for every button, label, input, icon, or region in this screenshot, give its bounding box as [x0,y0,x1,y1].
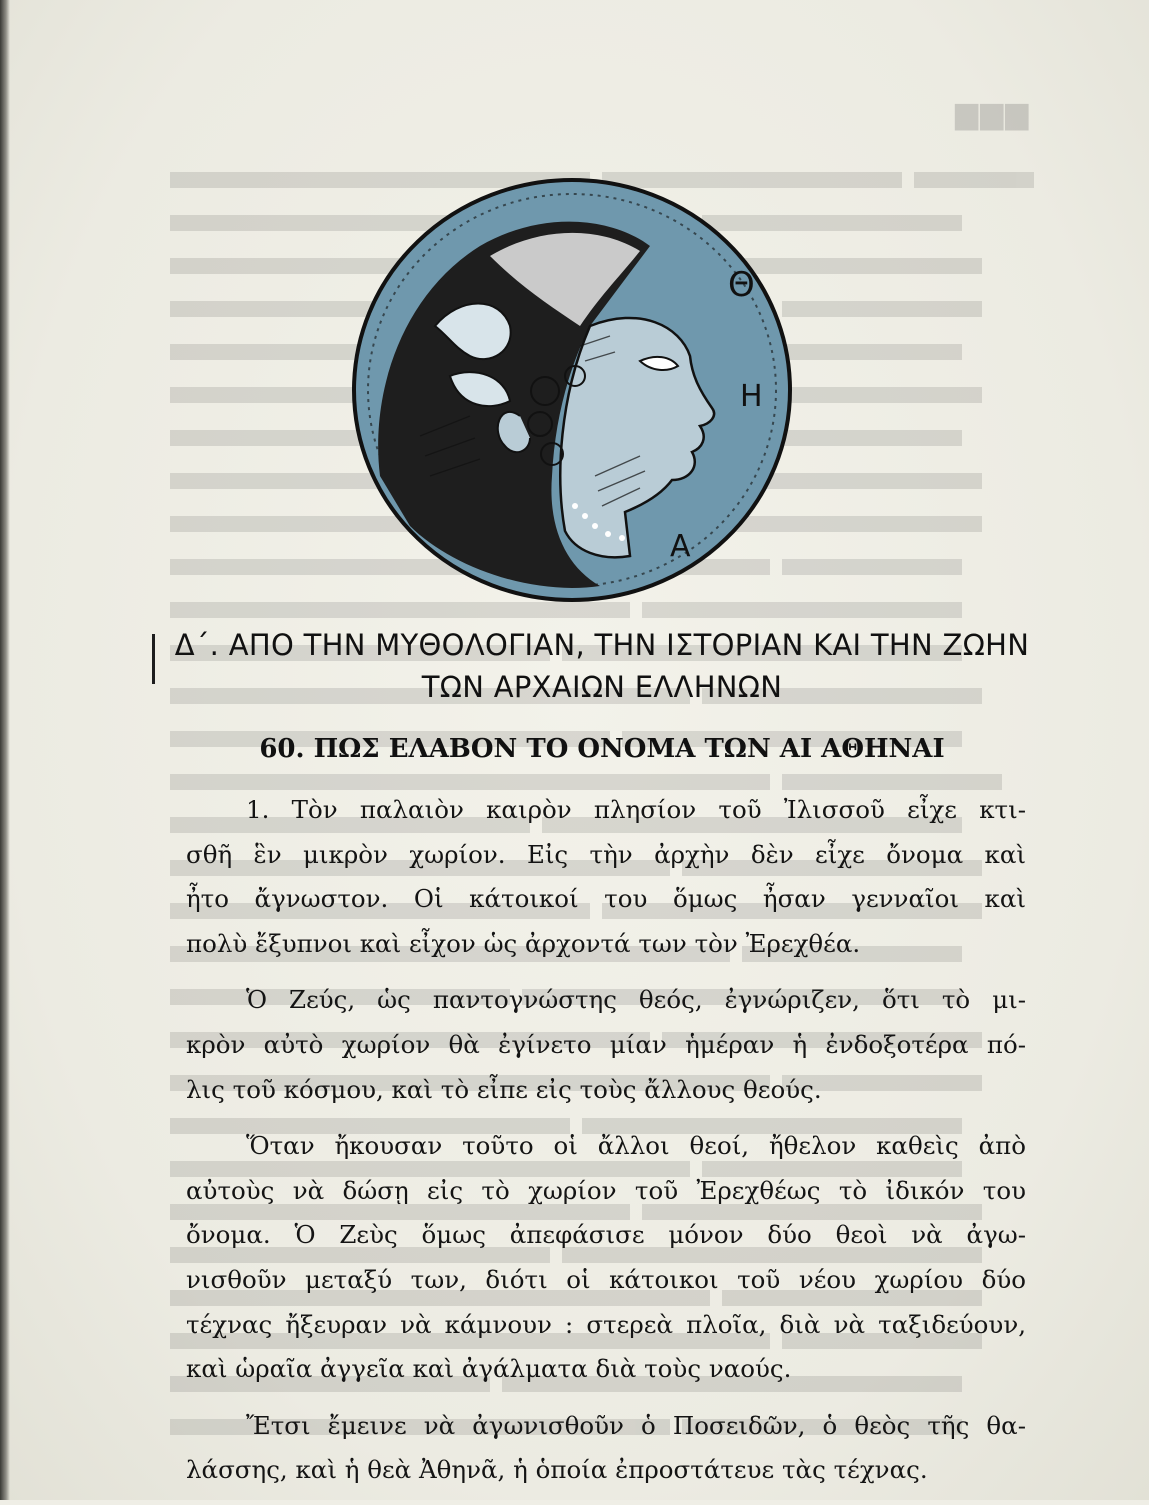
margin-mark [152,634,155,684]
text-line: ἦτο ἄγνωστον. Οἱ κάτοικοί του ὅμως ἦσαν γενναῖοι καὶ [186,884,1026,914]
section-title [172,624,1032,708]
text-line: τέχνας ἤξευραν νὰ κάμνουν : στερεὰ πλοῖα, διὰ νὰ ταξιδεύουν, [186,1309,1026,1339]
text-line: Ἔτσι ἔμεινε νὰ ἀγωνισθοῦν ὁ Ποσειδῶν, ὁ θεὸς τῆς θα- [246,1410,1026,1440]
text-line: λάσσης, καὶ ἡ θεὰ Ἀθηνᾶ, ἡ ὁποία ἐπροστάτευε τὰς τέχνας. [186,1455,928,1485]
text-line: Ὅταν ἤκουσαν τοῦτο οἱ ἄλλοι θεοί, ἤθελον καθεὶς ἀπὸ [246,1131,1026,1161]
paragraph [186,1404,1026,1493]
text-line: λις τοῦ κόσμου, καὶ τὸ εἶπε εἰς τοὺς ἄλλους θεούς. [186,1074,822,1104]
text-line: κρὸν αὐτὸ χωρίον θὰ ἐγίνετο μίαν ἡμέραν ἡ ἐνδοξοτέρα πό- [186,1029,1026,1059]
bleed-bar [782,301,982,317]
bleed-bar [914,172,1034,188]
lesson-body [186,788,1026,1505]
text-line: αὐτοὺς νὰ δώσῃ εἰς τὸ χωρίον τοῦ Ἐρεχθέως τὸ ἰδικόν του [186,1175,1026,1205]
athena-coin-illustration [340,176,810,606]
paragraph [186,978,1026,1112]
text-line: πολὺ ἔξυπνοι καὶ εἶχον ὡς ἀρχοντά των τὸν Ἐρεχθέα. [186,928,861,958]
text-line: σθῆ ἓν μικρὸν χωρίον. Εἰς τὴν ἀρχὴν δὲν εἶχε ὄνομα καὶ [186,839,1026,869]
paragraph [186,788,1026,966]
lesson-title: 60. ΠΩΣ ΕΛΑΒΟΝ ΤΟ ΟΝΟΜΑ ΤΩΝ ΑΙ ΑΘΗΝΑΙ [259,734,945,764]
bleed-through-page-number: ▆▆▆ [955,96,1031,131]
coin-letter-1: Θ [728,265,755,305]
text-line: 1. Τὸν παλαιὸν καιρὸν πλησίον τοῦ Ἰλισσοῦ εἶχε κτι- [246,795,1026,824]
text-line: ὄνομα. Ὁ Ζεὺς ὅμως ἀπεφάσισε μόνον δύο θεοὶ νὰ ἀγω- [186,1220,1026,1250]
paragraph [186,1124,1026,1392]
text-line: καὶ ὡραῖα ἀγγεῖα καὶ ἀγάλματα διὰ τοὺς ναούς. [186,1354,792,1384]
text-line: Ὁ Ζεύς, ὡς παντογνώστης θεός, ἐγνώριζεν, ὅτι τὸ μι- [246,985,1026,1015]
coin-letter-3: Α [670,529,691,564]
section-title-line: ΤΩΝ ΑΡΧΑΙΩΝ ΕΛΛΗΝΩΝ [421,670,783,704]
section-title-line: Δ΄. ΑΠΟ ΤΗΝ ΜΥΘΟΛΟΓΙΑΝ, ΤΗΝ ΙΣΤΟΡΙΑΝ ΚΑΙ ΤΗΝ ΖΩΗΝ [174,628,1030,662]
page-edge-shadow [0,0,10,1500]
text-line: νισθοῦν μεταξύ των, διότι οἱ κάτοικοι τοῦ νέου χωρίου δύο [186,1264,1026,1294]
coin-svg [340,176,810,606]
coin-letter-2: Η [740,379,763,414]
